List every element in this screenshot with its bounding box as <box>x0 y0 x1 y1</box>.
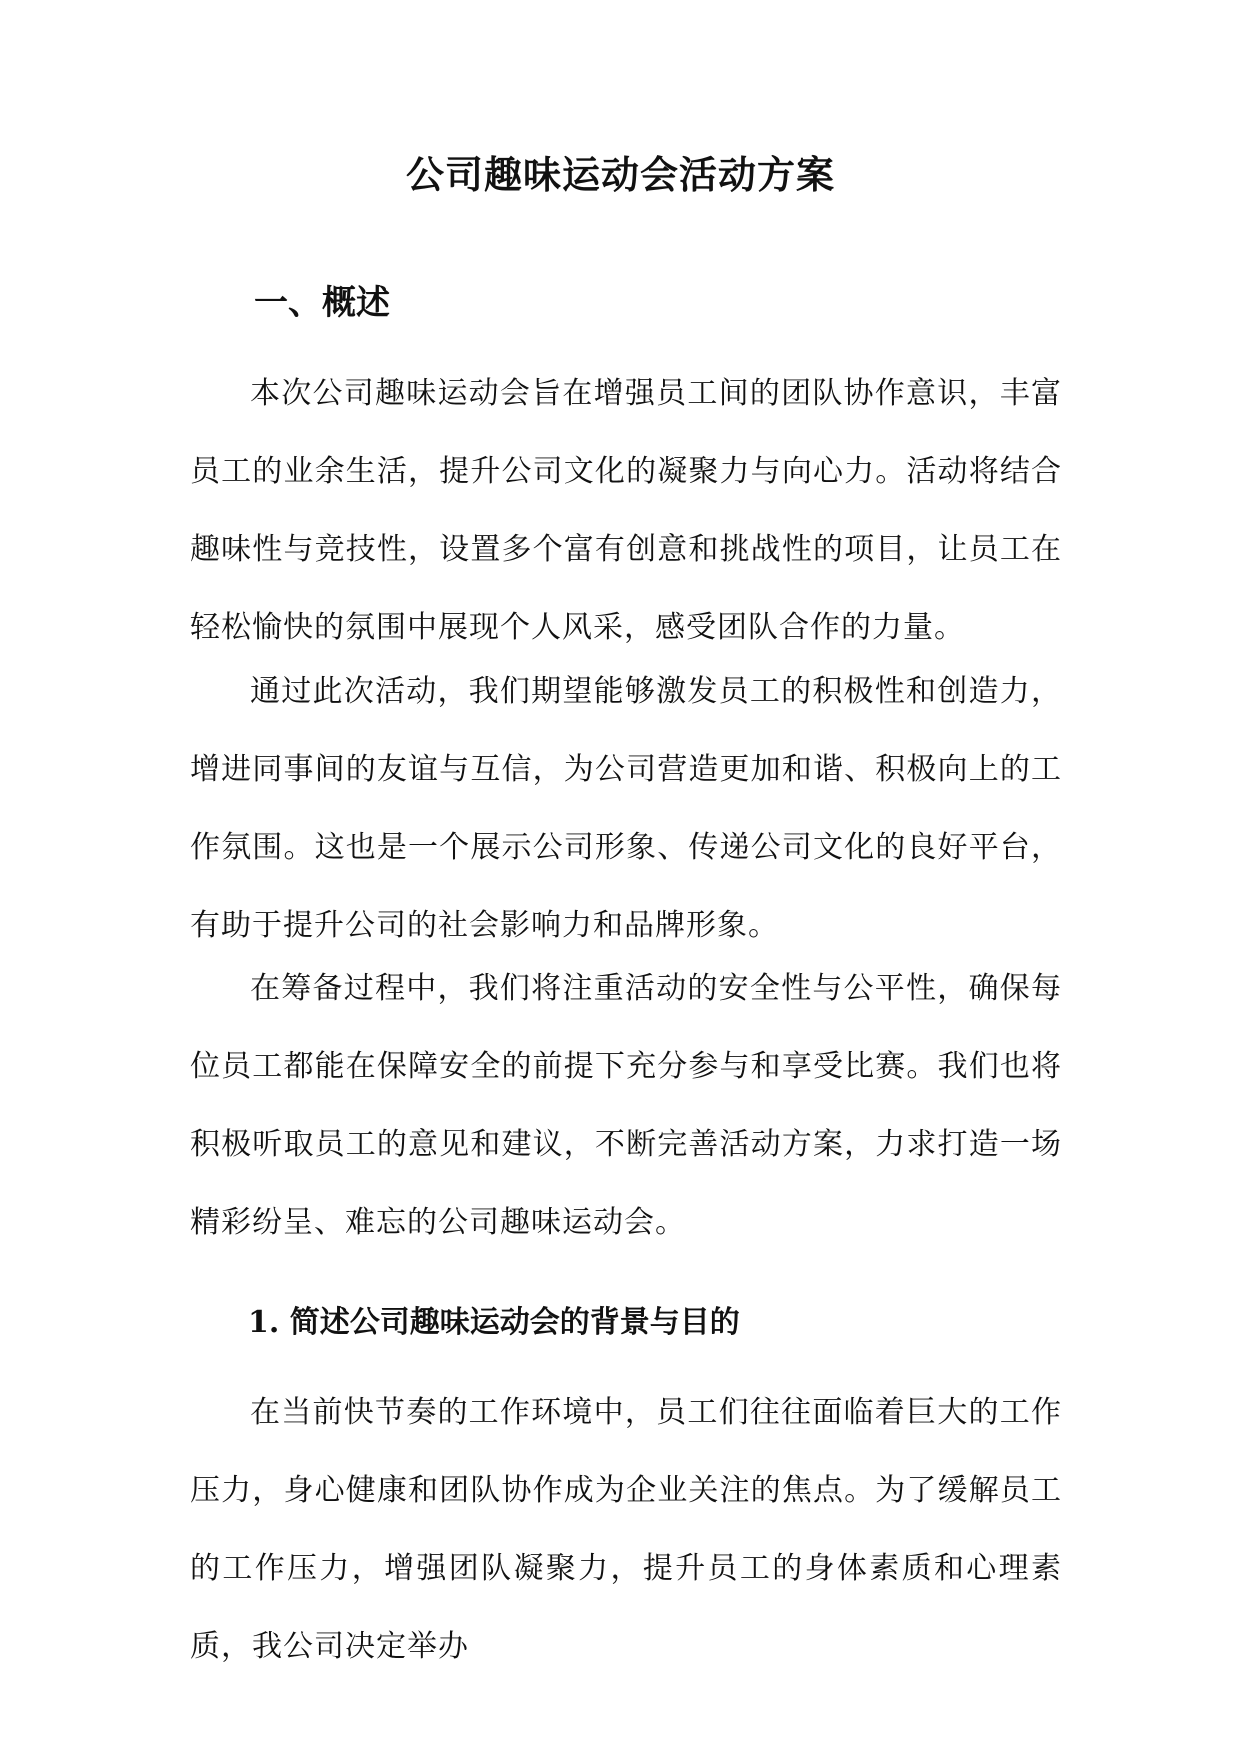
overview-paragraph-1: 本次公司趣味运动会旨在增强员工间的团队协作意识，丰富员工的业余生活，提升公司文化的凝聚力与向心力。活动将结合趣味性与竞技性，设置多个富有创意和挑战性的项目，让员工在轻松愉快的氛围中展现个人风采，感受团队合作的力量。 <box>190 376 1062 645</box>
overview-paragraph-3: 在筹备过程中，我们将注重活动的安全性与公平性，确保每位员工都能在保障安全的前提下充分参与和享受比赛。我们也将积极听取员工的意见和建议，不断完善活动方案，力求打造一场精彩纷呈、难忘的公司趣味运动会。 <box>190 971 1062 1240</box>
background-paragraph-1: 在当前快节奏的工作环境中，员工们往往面临着巨大的工作压力，身心健康和团队协作成为企业关注的焦点。为了缓解员工的工作压力，增强团队凝聚力，提升员工的身体素质和心理素质，我公司决定举办 <box>190 1395 1062 1664</box>
subsection-heading-background: 1. 简述公司趣味运动会的背景与目的 <box>248 1305 740 1340</box>
overview-paragraph-2: 通过此次活动，我们期望能够激发员工的积极性和创造力，增进同事间的友谊与互信，为公司营造更加和谐、积极向上的工作氛围。这也是一个展示公司形象、传递公司文化的良好平台，有助于提升公司的社会影响力和品牌形象。 <box>190 674 1062 943</box>
section-heading-overview: 一、概述 <box>254 283 390 323</box>
document-title: 公司趣味运动会活动方案 <box>405 152 835 197</box>
